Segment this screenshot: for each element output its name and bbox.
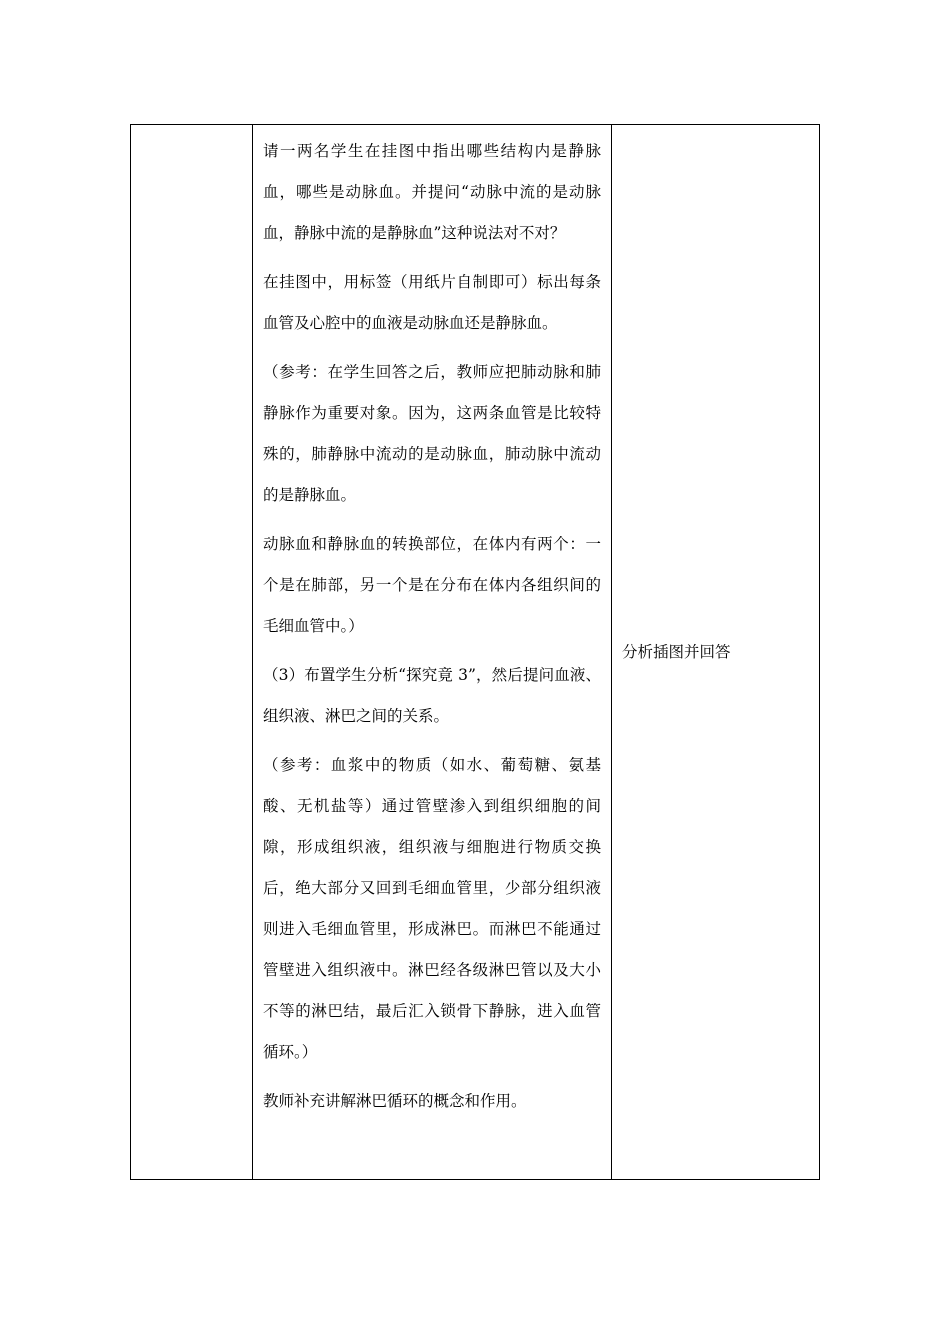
paragraph-4: 动脉血和静脉血的转换部位，在体内有两个：一个是在肺部，另一个是在分布在体内各组织间的毛细血管中。） [263, 535, 601, 635]
paragraph-1: 请一两名学生在挂图中指出哪些结构内是静脉血，哪些是动脉血。并提问“动脉中流的是动脉血，静脉中流的是静脉血”这种说法对不对？ [263, 142, 601, 242]
paragraph-2: 在挂图中，用标签（用纸片自制即可）标出每条血管及心腔中的血液是动脉血还是静脉血。 [263, 273, 601, 332]
paragraph-3: （参考：在学生回答之后，教师应把肺动脉和肺静脉作为重要对象。因为，这两条血管是比较特殊的，肺静脉中流动的是动脉血，肺动脉中流动的是静脉血。 [263, 363, 601, 504]
left-empty-cell [131, 125, 253, 1180]
student-activity-cell [612, 125, 820, 1180]
paragraph-7: 教师补充讲解淋巴循环的概念和作用。 [263, 1092, 527, 1110]
student-activity-text: 分析插图并回答 [622, 643, 731, 661]
lesson-plan-table [130, 124, 820, 1180]
paragraph-5: （3）布置学生分析“探究竟 3”，然后提问血液、组织液、淋巴之间的关系。 [263, 666, 601, 725]
table-row [131, 125, 820, 1180]
teacher-activity-cell [253, 125, 612, 1180]
paragraph-6: （参考：血浆中的物质（如水、葡萄糖、氨基酸、无机盐等）通过管壁渗入到组织细胞的间隙，形成组织液，组织液与细胞进行物质交换后，绝大部分又回到毛细血管里，少部分组织液则进入毛细血管里，形成淋巴。而淋巴不能通过管壁进入组织液中。淋巴经各级淋巴管以及大小不等的淋巴结，最后汇入锁骨下静脉，进入血管循环。） [263, 756, 601, 1061]
